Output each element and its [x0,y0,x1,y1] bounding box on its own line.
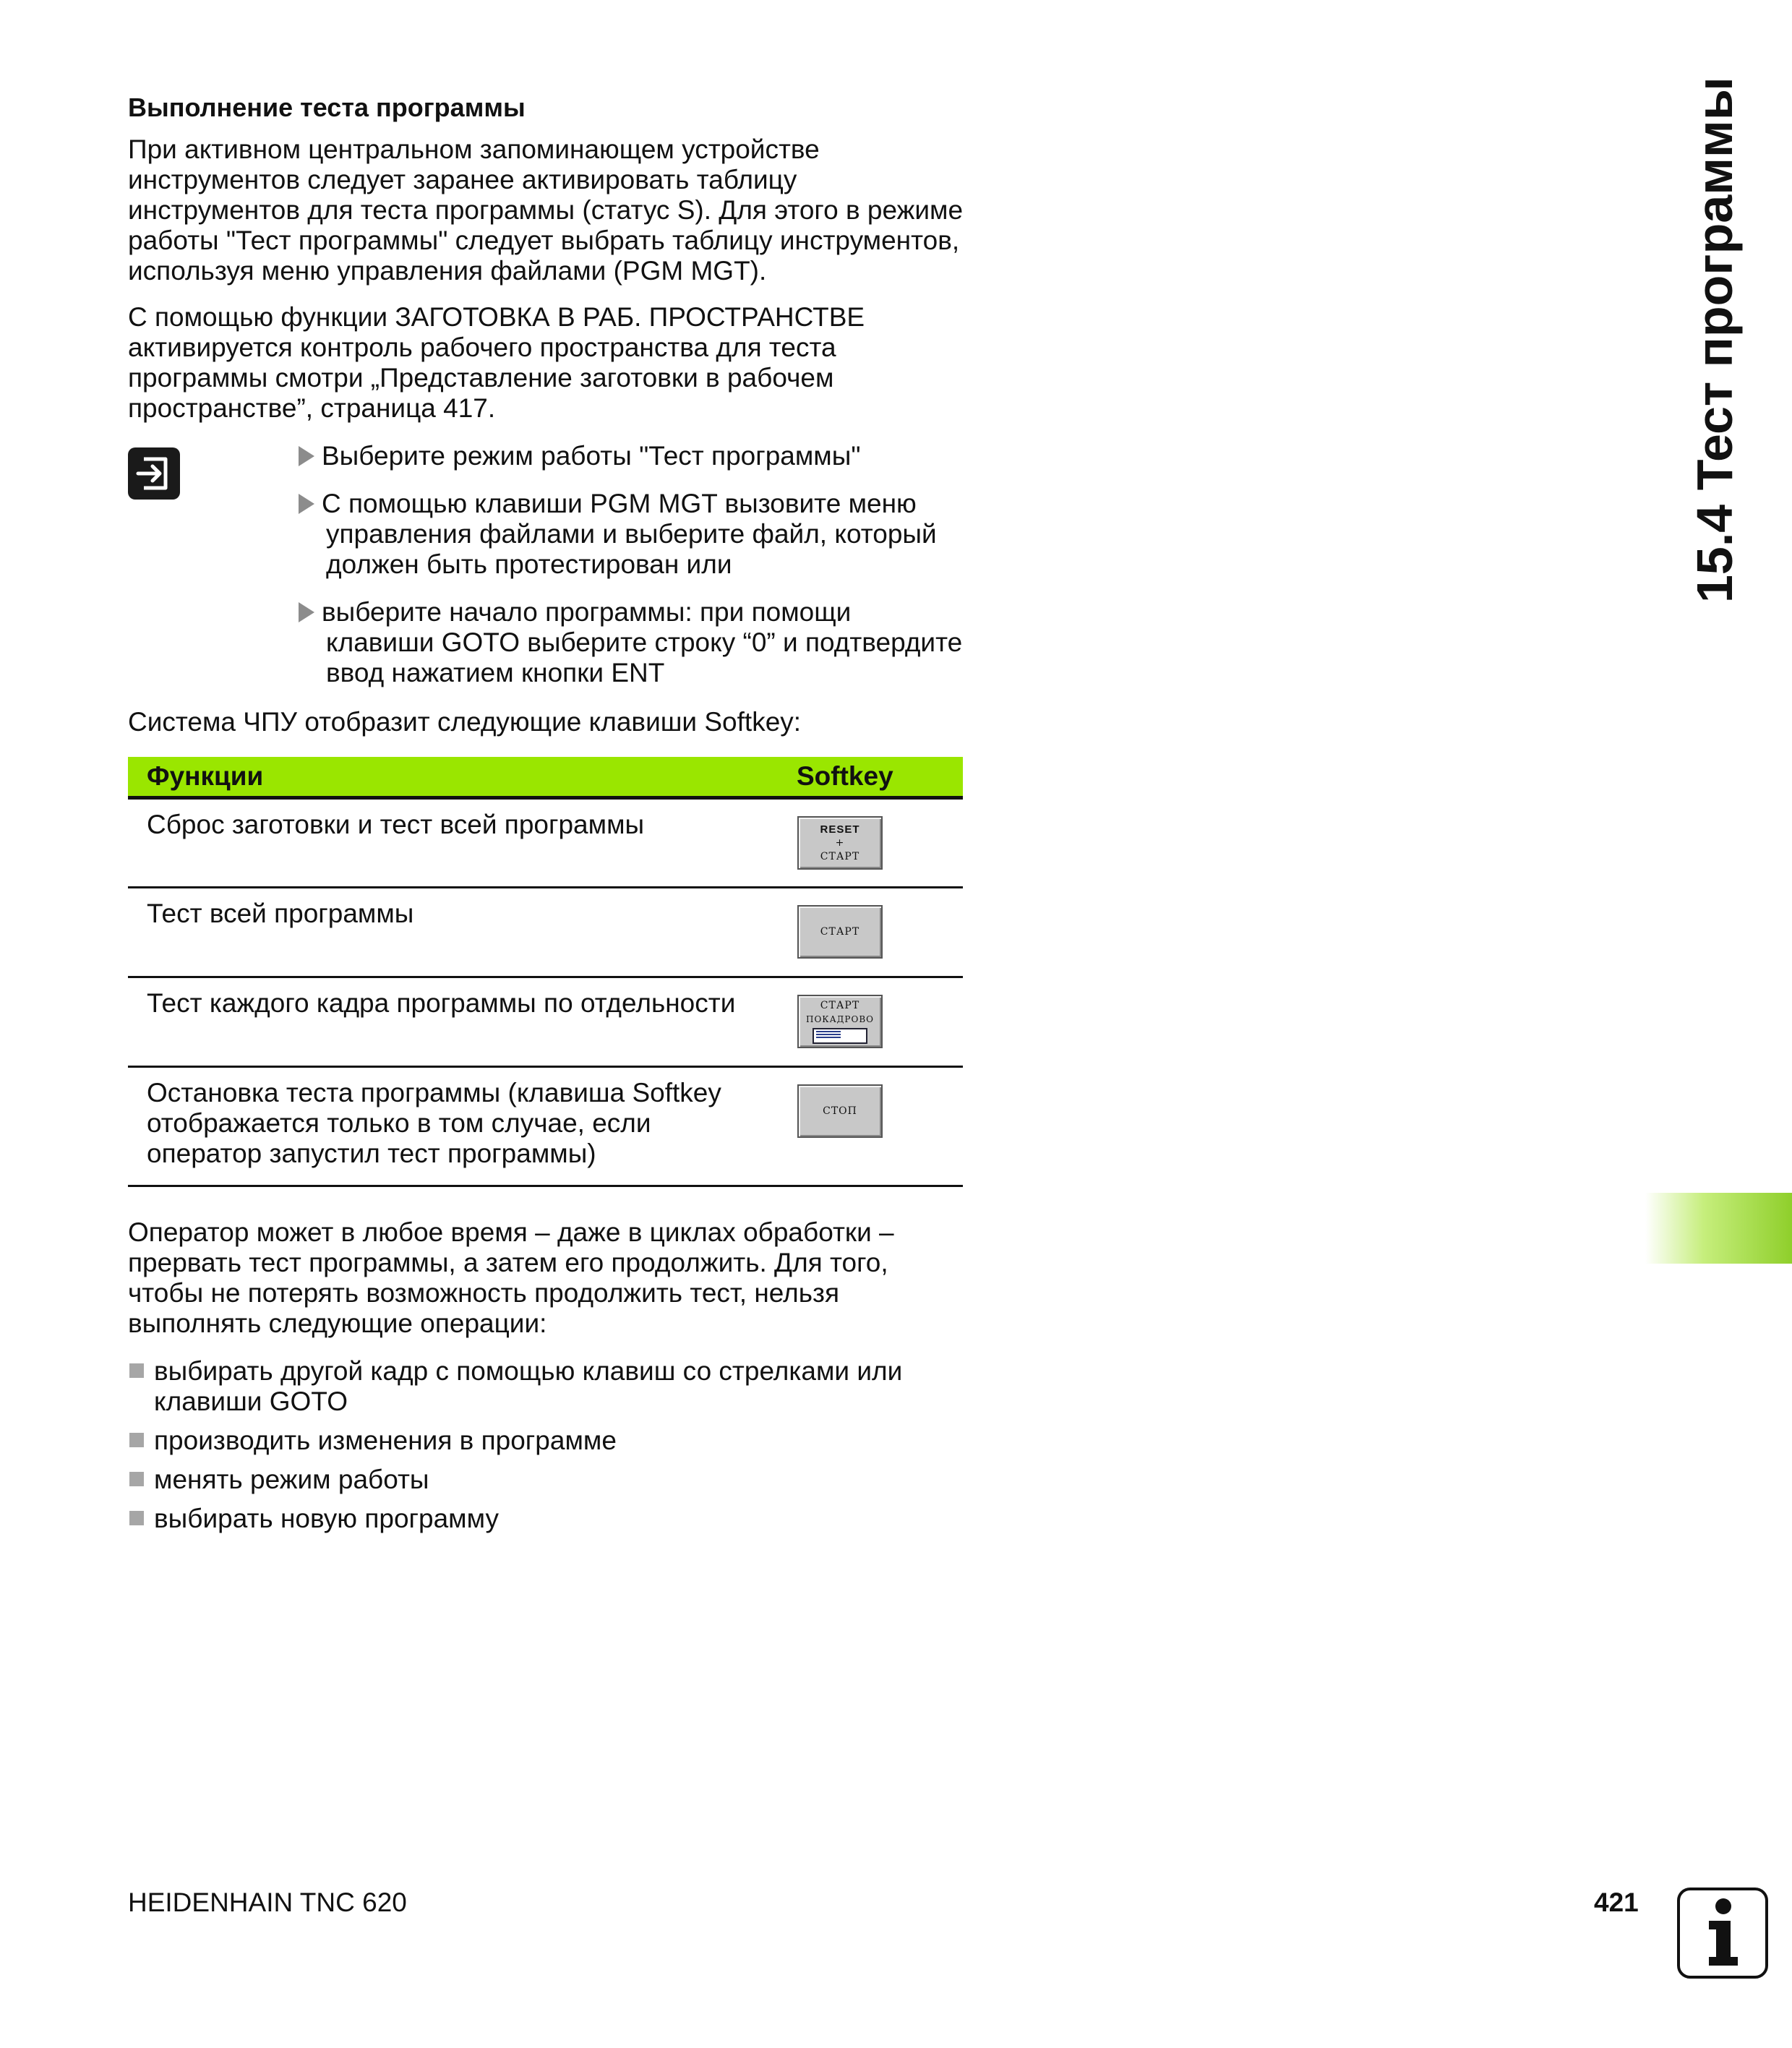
step-item [297,489,969,580]
info-icon [1677,1888,1768,1979]
program-test-mode-icon [128,447,180,500]
list-item: менять режим работы [128,1465,966,1495]
header-function: Функции [147,761,264,791]
paragraph-interrupt: Оператор может в любое время – даже в циклах обработки – прервать тест программы, а затем его продолжить. Для того, чтобы не потерять возможность продолжить тест, нельзя выполнять следующие операции: [128,1217,894,1338]
table-row [128,1068,963,1187]
table-row [128,888,963,978]
stop-softkey[interactable]: СТОП [797,1084,883,1138]
row-description: Тест каждого кадра программы по отдельности [147,988,736,1018]
step-text: С помощью клавиши PGM MGT вызовите меню [322,489,917,518]
step-text: Выберите режим работы "Тест программы" [322,441,861,471]
page-number: 421 [1594,1888,1639,1917]
arrow-bullet-icon [299,446,314,466]
block-list-icon [813,1028,867,1044]
row-description: Сброс заготовки и тест всей программы [147,810,645,839]
paragraph-tool-table: При активном центральном запоминающем устройстве инструментов следует заранее активировать таблицу инструментов для теста программы (статус S). Для этого в режиме работы "Тест программы" следует выбрать таблицу инструментов, используя меню управления файлами (PGM MGT). [128,134,964,286]
reset-start-softkey[interactable]: RESET + СТАРТ [797,816,883,870]
step-list [297,441,969,706]
section-heading: Выполнение теста программы [128,93,526,122]
list-item: производить изменения в программе [128,1426,966,1456]
chapter-side-title: 15.4 Тест программы [1686,77,1743,603]
row-description: Тест всей программы [147,899,414,928]
arrow-bullet-icon [299,494,314,514]
step-item [297,441,969,471]
step-text-continued: клавиши GOTO выберите строку “0” и подтвердите ввод нажатием кнопки ENT [326,627,963,687]
table-row [128,978,963,1068]
step-text: выберите начало программы: при помощи [322,597,852,627]
square-bullet-icon [129,1472,144,1486]
square-bullet-icon [129,1433,144,1447]
softkey-table [128,757,963,1187]
square-bullet-icon [129,1511,144,1525]
softkey-intro: Система ЧПУ отобразит следующие клавиши Softkey: [128,707,802,737]
header-softkey: Softkey [797,761,893,791]
arrow-bullet-icon [299,602,314,622]
list-item: выбирать другой кадр с помощью клавиш со стрелками или клавиши GOTO [128,1356,966,1417]
table-row [128,800,963,888]
table-header [128,757,963,800]
paragraph-workspace-blank: С помощью функции ЗАГОТОВКА В РАБ. ПРОСТРАНСТВЕ активируется контроль рабочего пространства для теста программы смотри „Представление заготовки в рабочем пространстве”, страница 417. [128,302,865,423]
restriction-list [128,1356,966,1543]
footer-product: HEIDENHAIN TNC 620 [128,1888,407,1917]
start-single-block-softkey[interactable]: СТАРТ ПОКАДРОВО [797,995,883,1048]
chapter-tab-marker [1645,1193,1792,1264]
square-bullet-icon [129,1363,144,1378]
step-item [297,597,969,688]
start-softkey[interactable]: СТАРТ [797,905,883,959]
row-description: Остановка теста программы (клавиша Softkey отображается только в том случае, если оператор запустил тест программы) [147,1078,721,1168]
step-text-continued: управления файлами и выберите файл, который должен быть протестирован или [326,519,937,579]
list-item: выбирать новую программу [128,1504,966,1534]
